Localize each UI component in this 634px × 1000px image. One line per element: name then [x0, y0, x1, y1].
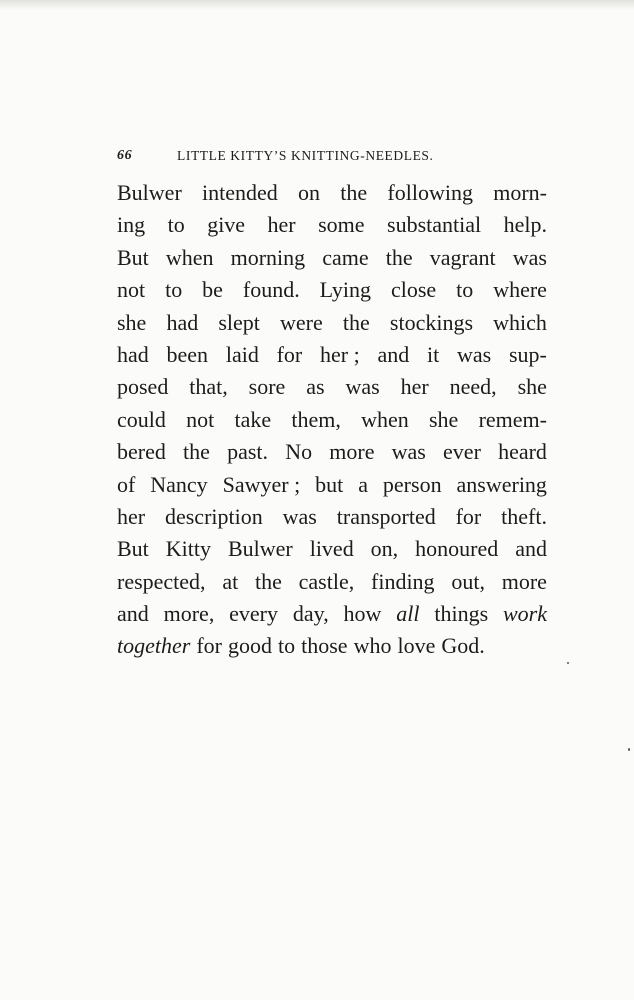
word: good — [227, 633, 272, 659]
word: that, — [189, 374, 228, 400]
word: transported — [336, 503, 436, 529]
word: every — [229, 601, 279, 627]
word: when — [361, 406, 409, 432]
word: sup- — [509, 341, 547, 367]
word: which — [493, 309, 547, 335]
word: and — [515, 536, 547, 562]
word: intended — [202, 180, 278, 205]
word: was — [282, 503, 317, 529]
text-line — [117, 307, 547, 339]
text-line — [117, 630, 547, 662]
word: more, — [163, 601, 215, 627]
word: could — [117, 406, 166, 432]
word: she — [429, 406, 459, 432]
word: her — [400, 374, 429, 400]
paper-speck — [567, 662, 569, 664]
word: not — [186, 406, 215, 432]
word: where — [493, 277, 547, 303]
word: bered — [117, 439, 166, 465]
word: at — [222, 568, 239, 594]
word: day, — [292, 601, 329, 627]
word: respected, — [117, 568, 206, 594]
word: but — [315, 471, 344, 497]
word: her — [117, 503, 146, 529]
word: out, — [451, 568, 485, 594]
word: the — [385, 244, 413, 270]
word: she — [517, 374, 547, 400]
text-line — [117, 404, 547, 436]
text-line — [117, 436, 547, 468]
word: to — [456, 277, 474, 303]
word: person — [382, 471, 442, 497]
word: to — [165, 277, 183, 303]
word: who — [353, 633, 392, 659]
word: past. — [227, 439, 269, 465]
word: found. — [242, 277, 300, 303]
word: God. — [441, 633, 485, 659]
word: been — [166, 341, 209, 367]
word: stockings — [389, 309, 474, 335]
word: was — [512, 244, 547, 270]
word: take — [234, 406, 272, 432]
word: of — [117, 471, 136, 497]
text-line — [117, 209, 547, 241]
word: and — [117, 601, 149, 627]
word: sore — [248, 374, 286, 400]
word: heard — [498, 439, 547, 465]
word: how — [343, 601, 382, 627]
word: those — [301, 633, 348, 659]
word: the — [342, 309, 370, 335]
text-line — [117, 177, 547, 209]
word: morning — [230, 244, 306, 270]
text-line — [117, 469, 547, 501]
word: them, — [291, 406, 341, 432]
word: No — [285, 439, 313, 465]
word: need, — [449, 374, 497, 400]
word: came — [322, 244, 369, 270]
word: vagrant — [429, 244, 496, 270]
word: it — [427, 341, 440, 367]
word: But — [117, 244, 149, 270]
word: Kitty — [165, 536, 211, 562]
word: be — [202, 277, 223, 303]
word: posed — [117, 374, 169, 400]
word: lived — [309, 536, 354, 562]
word: for — [276, 341, 303, 367]
word: as — [306, 374, 325, 400]
word: description — [164, 503, 263, 529]
text-line — [117, 339, 547, 371]
word: love — [397, 633, 436, 659]
word: remem- — [478, 406, 547, 432]
running-title: LITTLE KITTY’S KNITTING-NEEDLES. — [177, 148, 434, 163]
page-top-edge — [0, 0, 634, 10]
word: was — [457, 341, 492, 367]
word: morn- — [493, 180, 547, 205]
word: But — [117, 536, 149, 562]
word: castle, — [298, 568, 355, 594]
word: her ; — [320, 341, 360, 367]
word: on, — [370, 536, 399, 562]
word: together — [117, 633, 191, 659]
word: Sawyer ; — [222, 471, 301, 497]
text-line — [117, 566, 547, 598]
word: slept — [218, 309, 260, 335]
running-head — [117, 140, 487, 170]
word: give — [207, 212, 246, 238]
word: had — [117, 341, 149, 367]
word: honoured — [415, 536, 499, 562]
text-line — [117, 242, 547, 274]
word: some — [318, 212, 365, 238]
word: more — [501, 568, 547, 594]
word: ing — [117, 212, 146, 238]
word: Nancy — [150, 471, 208, 497]
word: for — [196, 633, 222, 659]
word: had — [166, 309, 199, 335]
word: answering — [456, 471, 547, 497]
word: theft. — [501, 503, 547, 529]
word: substantial — [387, 212, 482, 238]
word: for — [455, 503, 482, 529]
word: the — [254, 568, 282, 594]
word: more — [329, 439, 375, 465]
body-text — [117, 177, 547, 663]
word: and — [377, 341, 410, 367]
word: on — [298, 180, 321, 205]
word: she — [117, 309, 147, 335]
word: were — [280, 309, 323, 335]
word: ever — [443, 439, 481, 465]
word: to — [277, 633, 296, 659]
page-number: 66 — [117, 148, 133, 163]
word: things — [434, 601, 489, 627]
text-line — [117, 598, 547, 630]
word: Lying — [319, 277, 371, 303]
word: Bulwer — [117, 180, 182, 205]
paper-speck — [628, 748, 630, 751]
word: all — [396, 601, 420, 627]
word: a — [358, 471, 368, 497]
word: work — [503, 601, 547, 627]
word: her — [267, 212, 296, 238]
word: following — [387, 180, 473, 205]
text-line — [117, 274, 547, 306]
word: the — [183, 439, 210, 465]
word: laid — [225, 341, 259, 367]
word: finding — [371, 568, 435, 594]
word: Bulwer — [227, 536, 293, 562]
text-line — [117, 371, 547, 403]
word: not — [117, 277, 146, 303]
word: to — [167, 212, 185, 238]
word: was — [345, 374, 380, 400]
word: when — [165, 244, 214, 270]
word: was — [391, 439, 426, 465]
text-line — [117, 533, 547, 565]
word: close — [390, 277, 437, 303]
word: help. — [503, 212, 547, 238]
word: the — [340, 180, 368, 205]
text-line — [117, 501, 547, 533]
